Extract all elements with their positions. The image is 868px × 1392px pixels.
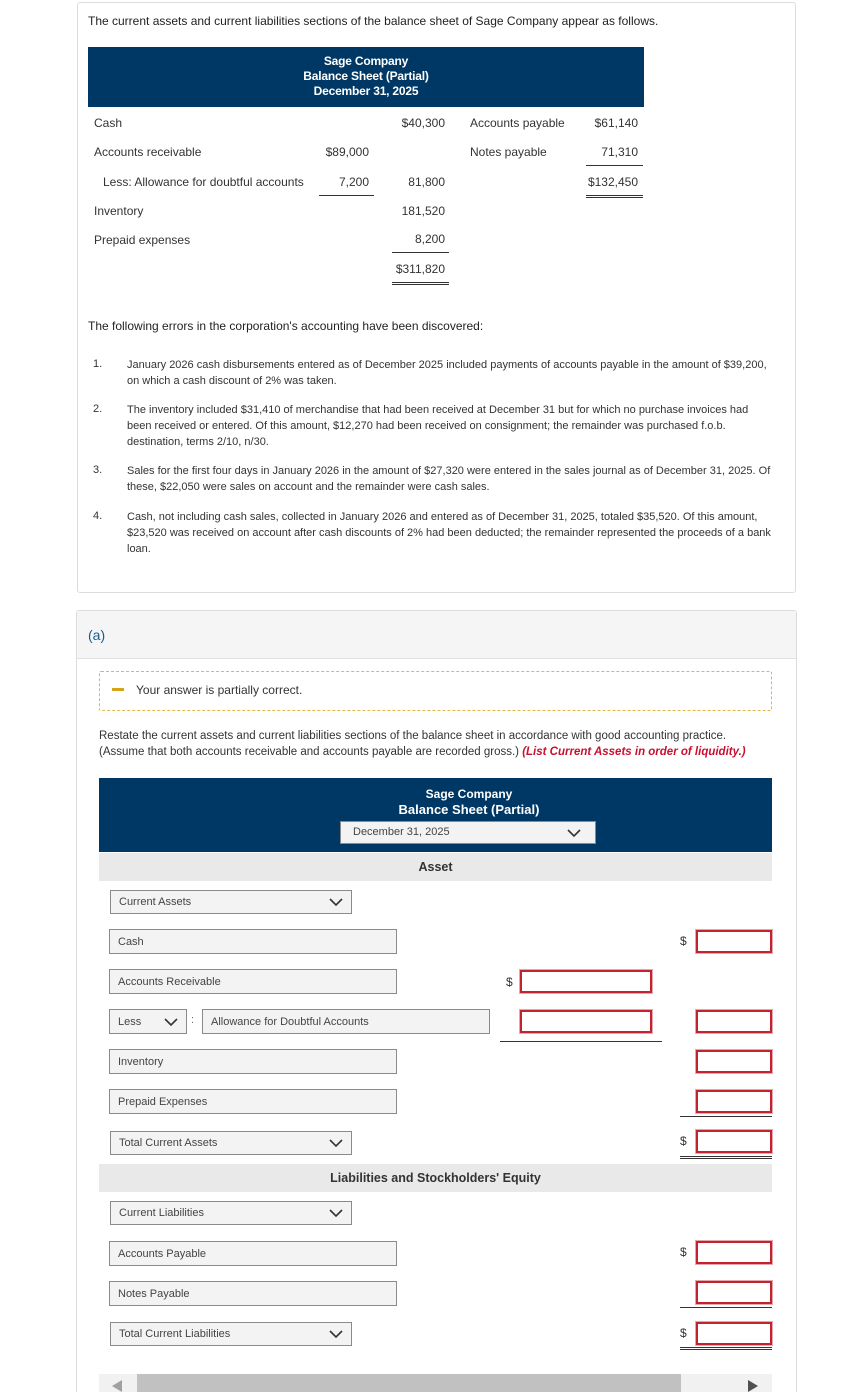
allowance-field-value: Allowance for Doubtful Accounts — [211, 1015, 369, 1028]
answer-title — [99, 786, 839, 818]
bs-ar-label: Accounts receivable — [94, 145, 202, 159]
prepaid-underline — [680, 1116, 772, 1117]
bs-allowance-underline — [319, 195, 374, 196]
bs-total-ca-underline — [392, 282, 449, 283]
allowance-amount-input[interactable] — [520, 1010, 652, 1033]
error-number: 3. — [93, 464, 103, 476]
error-text: Sales for the first four days in January 2026 in the amount of $27,320 were entered in the sales journal as of December 31, 2025. Of these, $22,050 were sales on account and the remainder were cash sales. — [127, 465, 771, 493]
part-label: (a) — [88, 627, 106, 643]
current-assets-select[interactable] — [110, 890, 352, 914]
date-select[interactable] — [340, 821, 596, 844]
bs-cash-label: Cash — [94, 116, 123, 130]
prepaid-field-value: Prepaid Expenses — [118, 1095, 208, 1108]
chevron-down-icon — [164, 1015, 178, 1029]
error-number: 4. — [93, 510, 103, 522]
allowance-field[interactable] — [202, 1009, 490, 1034]
total-ca-double-underline — [680, 1158, 772, 1159]
feedback-text: Your answer is partially correct. — [136, 683, 303, 697]
bs-inventory-label: Inventory — [94, 204, 144, 218]
np-underline — [680, 1307, 772, 1308]
bs-total-ca-double-underline — [392, 284, 449, 285]
current-liabilities-select-value: Current Liabilities — [119, 1207, 204, 1219]
asset-band: Asset — [99, 853, 772, 881]
dollar-sign: $ — [680, 934, 687, 948]
instruction-emphasis: (List Current Assets in order of liquidity.) — [522, 746, 746, 758]
bs-allowance-label: Less: Allowance for doubtful accounts — [103, 175, 304, 189]
errors-intro: The following errors in the corporation's accounting have been discovered: — [88, 319, 484, 333]
total-current-assets-select-value: Total Current Assets — [119, 1137, 218, 1149]
total-current-liabilities-input[interactable] — [696, 1322, 772, 1345]
allowance-underline — [500, 1041, 662, 1042]
instruction-text: Restate the current assets and current liabilities sections of the balance sheet in accordance with good accounting practice. (Assume that both accounts receivable and accounts payable are recorded gross.) — [99, 730, 727, 758]
inventory-amount-input[interactable] — [696, 1050, 772, 1073]
total-current-assets-select[interactable] — [110, 1131, 352, 1155]
bs-total-cl-double-underline — [586, 197, 643, 198]
less-select-value: Less — [118, 1015, 142, 1028]
total-cl-underline — [680, 1347, 772, 1348]
scroll-left-arrow-icon[interactable] — [112, 1380, 122, 1392]
bs-ap-value: $61,140 — [594, 116, 638, 130]
bs-prepaid-underline — [392, 252, 449, 253]
total-ca-underline — [680, 1156, 772, 1157]
ar-amount-input[interactable] — [520, 970, 652, 993]
bs-total-ca-value: $311,820 — [395, 262, 445, 276]
bs-title: Balance Sheet (Partial) — [303, 69, 429, 83]
chevron-down-icon — [329, 1327, 343, 1341]
bs-cash-value: $40,300 — [401, 116, 445, 130]
ap-field-value: Accounts Payable — [118, 1247, 207, 1260]
net-ar-amount-input[interactable] — [696, 1010, 772, 1033]
answer-statement-title: Balance Sheet (Partial) — [398, 802, 540, 817]
total-cl-double-underline — [680, 1349, 772, 1350]
cash-field-value: Cash — [118, 935, 144, 948]
inventory-field[interactable] — [109, 1049, 397, 1074]
bs-company: Sage Company — [323, 54, 409, 68]
ar-field[interactable] — [109, 969, 397, 994]
bs-ar-value: $89,000 — [325, 145, 369, 159]
bs-net-ar-value: 81,800 — [408, 175, 445, 189]
error-text: The inventory included $31,410 of merchandise that had been received at December 31 but for which no purchase invoices had been received or entered. Of this amount, $12,270 had been received on consignment; the remainder was purchased f.o.b. destination, terms 2/10, n/30. — [127, 404, 749, 448]
bs-np-underline — [586, 165, 643, 166]
scrollbar-thumb[interactable] — [137, 1374, 681, 1392]
current-liabilities-select[interactable] — [110, 1201, 352, 1225]
intro-text: The current assets and current liabilities sections of the balance sheet of Sage Company appear as follows. — [88, 14, 659, 28]
current-assets-select-value: Current Assets — [119, 896, 192, 908]
cash-amount-input[interactable] — [696, 930, 772, 953]
total-current-assets-input[interactable] — [696, 1130, 772, 1153]
ar-field-value: Accounts Receivable — [118, 975, 221, 988]
date-select-value: December 31, 2025 — [353, 826, 450, 838]
np-amount-input[interactable] — [696, 1281, 772, 1304]
total-current-liabilities-select-value: Total Current Liabilities — [119, 1328, 231, 1340]
part-a-header — [77, 611, 796, 659]
instructions — [99, 728, 769, 760]
partial-correct-icon — [112, 688, 124, 691]
chevron-down-icon — [567, 826, 581, 840]
inventory-field-value: Inventory — [118, 1055, 164, 1068]
error-number: 2. — [93, 403, 103, 415]
bs-date: December 31, 2025 — [313, 84, 419, 98]
less-select[interactable] — [109, 1009, 187, 1034]
bs-allowance-value: 7,200 — [338, 175, 369, 189]
answer-company: Sage Company — [425, 787, 513, 801]
ap-field[interactable] — [109, 1241, 397, 1266]
bs-total-cl-value: $132,450 — [587, 175, 638, 189]
dollar-sign: $ — [680, 1326, 687, 1340]
total-current-liabilities-select[interactable] — [110, 1322, 352, 1346]
bs-total-cl-underline — [586, 195, 643, 196]
prepaid-field[interactable] — [109, 1089, 397, 1114]
bs-np-label: Notes payable — [470, 145, 547, 159]
bs-inventory-value: 181,520 — [401, 204, 445, 218]
bs-ap-label: Accounts payable — [470, 116, 565, 130]
cash-field[interactable] — [109, 929, 397, 954]
balance-sheet-header — [88, 47, 644, 107]
chevron-down-icon — [329, 1136, 343, 1150]
chevron-down-icon — [329, 895, 343, 909]
np-field[interactable] — [109, 1281, 397, 1306]
dollar-sign: $ — [680, 1245, 687, 1259]
error-text: January 2026 cash disbursements entered as of December 2025 included payments of accounts payable in the amount of $39,200, on which a cash discount of 2% was taken. — [127, 359, 767, 387]
bs-prepaid-label: Prepaid expenses — [94, 233, 191, 247]
scroll-right-arrow-icon[interactable] — [748, 1380, 758, 1392]
bs-np-value: 71,310 — [601, 145, 638, 159]
error-text: Cash, not including cash sales, collected in January 2026 and entered as of December 31, 2025, totaled $35,520. Of this amount, $23,520 was received on account after cash discounts of 2% had been deducted; the remainder represented the proceeds of a bank loan. — [127, 511, 771, 555]
dollar-sign: $ — [506, 975, 513, 989]
liabilities-band: Liabilities and Stockholders' Equity — [99, 1164, 772, 1192]
ap-amount-input[interactable] — [696, 1241, 772, 1264]
bs-prepaid-value: 8,200 — [414, 232, 445, 246]
chevron-down-icon — [329, 1206, 343, 1220]
error-number: 1. — [93, 358, 103, 370]
prepaid-amount-input[interactable] — [696, 1090, 772, 1113]
np-field-value: Notes Payable — [118, 1287, 190, 1300]
colon-separator: : — [191, 1014, 195, 1026]
dollar-sign: $ — [680, 1134, 687, 1148]
